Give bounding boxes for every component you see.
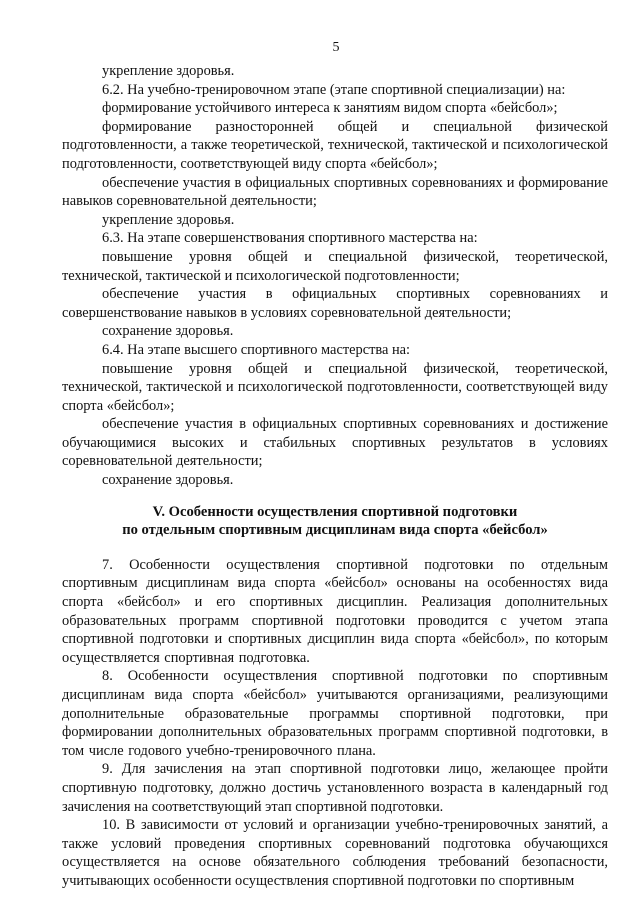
paragraph: 8. Особенности осуществления спортивной подготовки по спортивным дисциплинам вида спорта «бейсбол» учитываются организациями, реализующими дополнительные образовательные программы спортивной подготовки, при формировании дополнительных образовательных программ спортивной подготовки, в том числе годового учебно-тренировочного плана. (62, 668, 608, 759)
paragraph: формирование разносторонней общей и специальной физической подготовленности, а также теоретической, технической, тактической и психологической подготовленности, соответствующей виду спорта «бейсбол»; (62, 118, 608, 172)
paragraph: 10. В зависимости от условий и организации учебно-тренировочных занятий, а также условий проведения спортивных соревнований подготовка обучающихся осуществляется на основе обязательного соблюдения требований безопасности, учитывающих особенности осуществления спортивной подготовки по спортивным (62, 817, 608, 889)
paragraph: укрепление здоровья. (102, 211, 235, 228)
paragraph: обеспечение участия в официальных спортивных соревнованиях и формирование навыков соревновательной деятельности; (62, 174, 608, 210)
paragraph: сохранение здоровья. (102, 323, 234, 340)
paragraph: повышение уровня общей и специальной физической, теоретической, технической, тактической и психологической подготовленности; (62, 248, 608, 284)
section-heading-line-1: V. Особенности осуществления спортивной подготовки (152, 503, 518, 520)
paragraph: 7. Особенности осуществления спортивной подготовки по отдельным спортивным дисциплинам вида спорта «бейсбол» основаны на особенностях вида спорта «бейсбол» и его спортивных дисциплин. Реализация дополнительных образовательных программ спортивной подготовки проводится с учетом этапа спортивной подготовки и спортивных дисциплин вида спорта «бейсбол», по которым осуществляется спортивная подготовка. (62, 556, 608, 666)
paragraph: формирование устойчивого интереса к занятиям видом спорта «бейсбол»; (102, 100, 558, 117)
paragraph: 6.4. На этапе высшего спортивного мастерства на: (102, 341, 411, 358)
paragraph: повышение уровня общей и специальной физической, теоретической, технической, тактической и психологической подготовленности, соответствующей виду спорта «бейсбол»; (62, 360, 608, 414)
page-number: 5 (332, 40, 340, 55)
paragraph: обеспечение участия в официальных спортивных соревнованиях и достижение обучающимися высоких и стабильных спортивных результатов в условиях соревновательной деятельности; (62, 416, 608, 470)
section-heading (62, 503, 608, 540)
paragraph: 9. Для зачисления на этап спортивной подготовки лицо, желающее пройти спортивную подготовку, должно достичь установленного возраста в календарный год зачисления на соответствующий этап спортивной подготовки. (62, 761, 608, 815)
paragraph: сохранение здоровья. (102, 472, 234, 489)
document-body (62, 62, 608, 891)
paragraph: обеспечение участия в официальных спортивных соревнованиях и совершенствование навыков в условиях соревновательной деятельности; (62, 286, 608, 321)
paragraph: укрепление здоровья. (102, 63, 235, 79)
paragraph: 6.3. На этапе совершенствования спортивного мастерства на: (102, 230, 478, 247)
section-heading-line-2: по отдельным спортивным дисциплинам вида спорта «бейсбол» (122, 522, 548, 539)
paragraph: 6.2. На учебно-тренировочном этапе (этапе спортивной специализации) на: (102, 81, 566, 98)
